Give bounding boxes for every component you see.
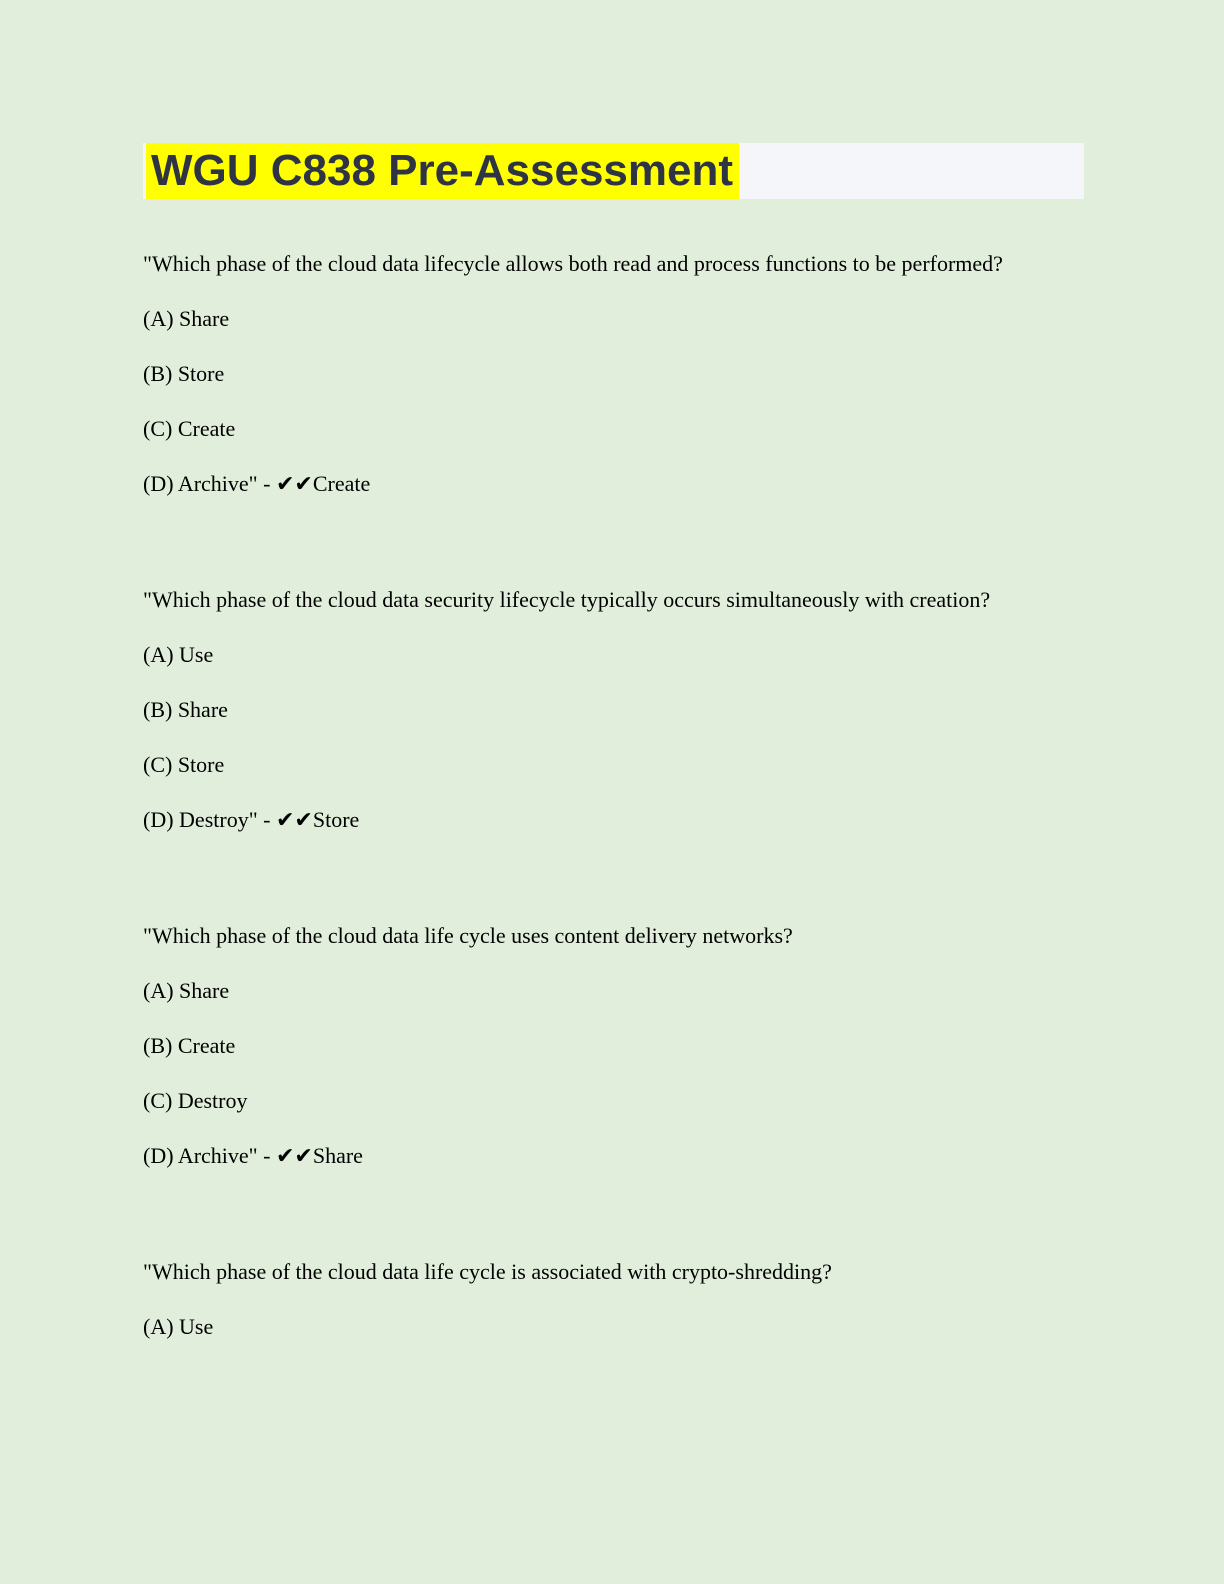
question-block [143,236,1079,511]
answer-option: (B) Share [143,697,228,722]
answer-option-correct: (D) Archive" - ✔✔Share [143,1143,363,1168]
answer-option: (B) Store [143,361,225,386]
question-text: "Which phase of the cloud data lifecycle allows both read and process functions to be performed? [143,251,1003,276]
answer-option-correct: (D) Destroy" - ✔✔Store [143,807,360,832]
title-bar [143,143,1084,199]
answer-option: (A) Use [143,1314,214,1339]
answer-option: (C) Store [143,752,225,777]
answer-option: (A) Use [143,642,214,667]
answer-option: (A) Share [143,306,230,331]
question-block [143,572,1079,847]
answer-option: (C) Destroy [143,1088,248,1113]
document-content [143,236,1079,1354]
answer-option: (A) Share [143,978,230,1003]
answer-option-correct: (D) Archive" - ✔✔Create [143,471,371,496]
answer-option: (B) Create [143,1033,236,1058]
question-text: "Which phase of the cloud data life cycle uses content delivery networks? [143,923,793,948]
question-text: "Which phase of the cloud data security lifecycle typically occurs simultaneously with creation? [143,587,991,612]
question-block [143,1244,1079,1354]
page-title: WGU C838 Pre-Assessment [146,143,739,199]
answer-option: (C) Create [143,416,236,441]
question-block [143,908,1079,1183]
question-text: "Which phase of the cloud data life cycle is associated with crypto-shredding? [143,1259,832,1284]
